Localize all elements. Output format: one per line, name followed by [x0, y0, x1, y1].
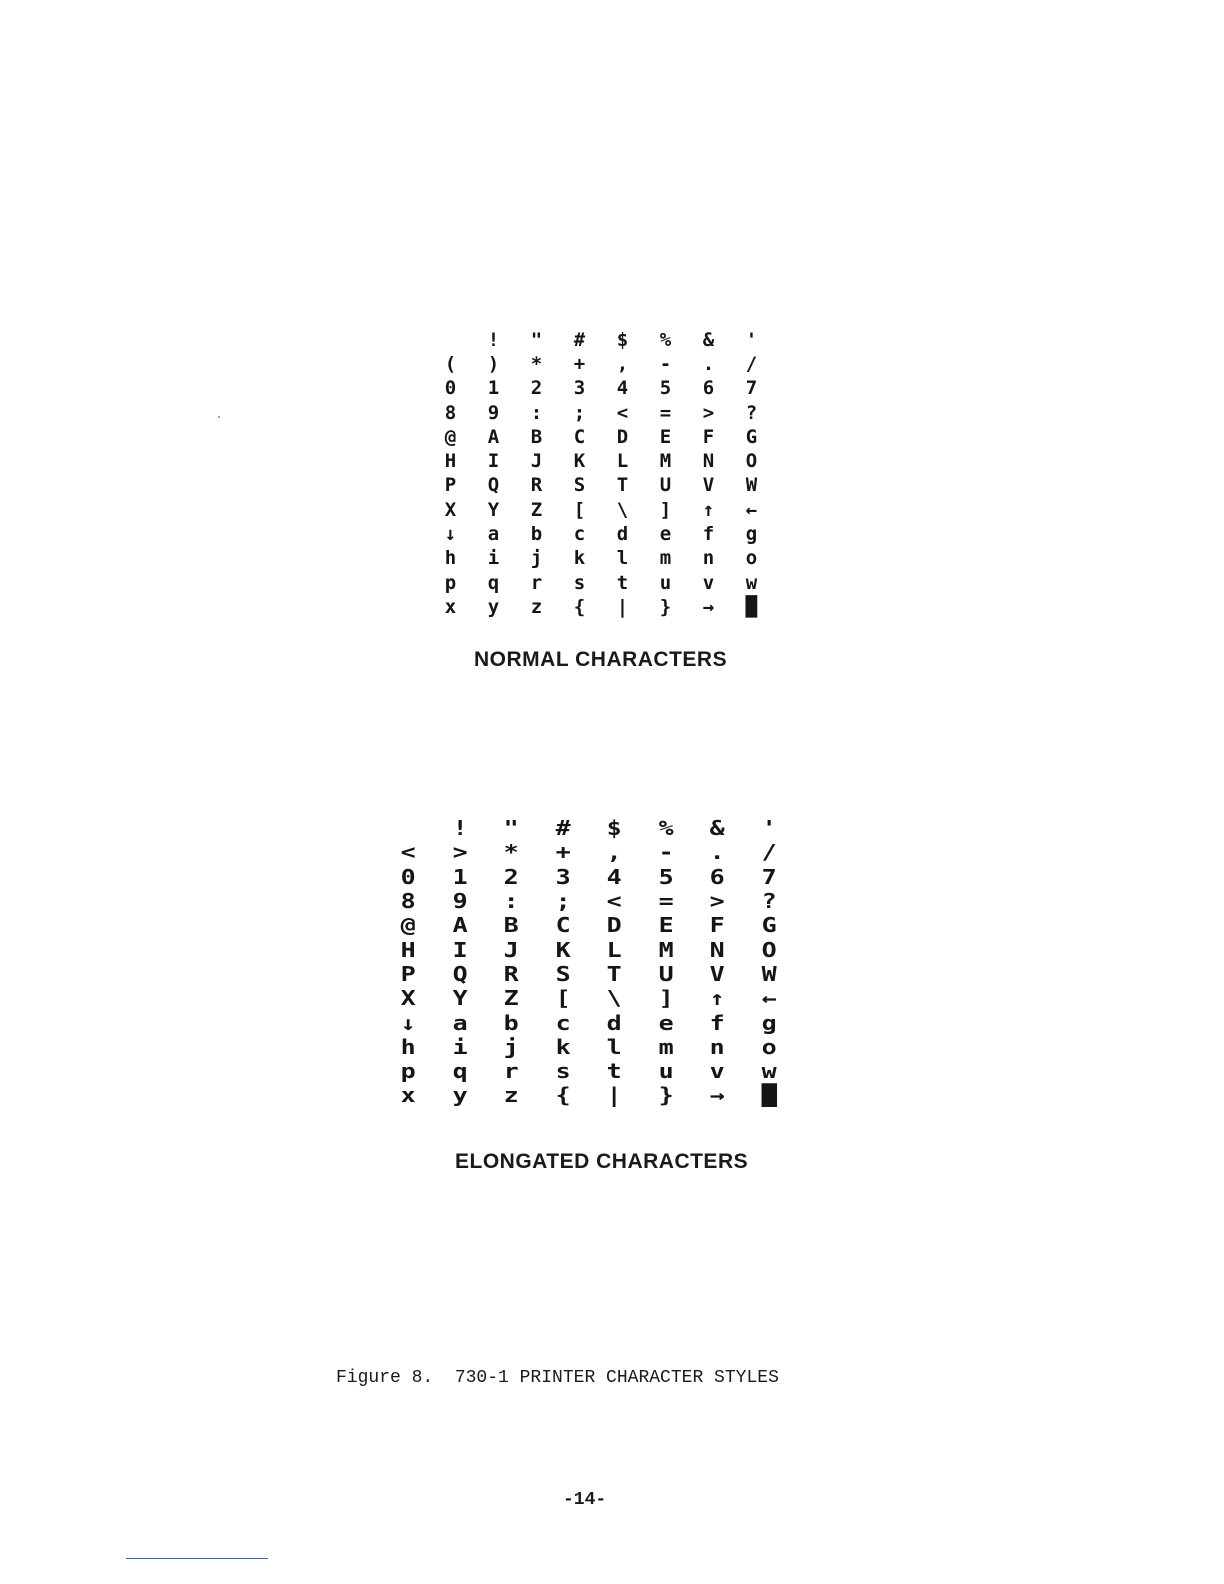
- normal-char-r6-c7: W: [745, 474, 758, 497]
- elongated-char-r11-c4: |: [606, 1083, 623, 1108]
- elongated-char-r0-c5: %: [658, 816, 675, 841]
- elongated-char-r1-c3: +: [555, 840, 572, 865]
- normal-char-r9-c0: h: [444, 547, 457, 570]
- elongated-char-r5-c7: O: [761, 937, 778, 962]
- normal-char-r5-c4: L: [616, 450, 629, 473]
- elongated-char-r11-c2: z: [503, 1083, 520, 1108]
- normal-characters-grid: [429, 328, 773, 620]
- elongated-char-r1-c4: ,: [606, 840, 623, 865]
- elongated-char-r8-c5: e: [658, 1010, 675, 1035]
- normal-char-r8-c3: c: [573, 523, 586, 546]
- elongated-char-r8-c2: b: [503, 1010, 520, 1035]
- normal-char-r10-c7: w: [745, 571, 758, 594]
- normal-char-r5-c2: J: [530, 450, 543, 473]
- elongated-char-r3-c3: ;: [555, 889, 572, 914]
- normal-char-r7-c0: X: [444, 498, 457, 521]
- normal-char-r3-c2: :: [530, 401, 543, 424]
- normal-char-r2-c7: 7: [745, 377, 758, 400]
- normal-char-r7-c4: \: [616, 498, 629, 521]
- elongated-char-r3-c0: 8: [400, 889, 417, 914]
- normal-char-r5-c7: O: [745, 450, 758, 473]
- elongated-char-r10-c3: s: [555, 1059, 572, 1084]
- elongated-char-r4-c0: @: [400, 913, 417, 938]
- normal-char-r6-c2: R: [530, 474, 543, 497]
- normal-char-r11-c2: z: [530, 595, 543, 618]
- elongated-char-r9-c6: n: [709, 1034, 726, 1059]
- elongated-char-r2-c0: 0: [400, 864, 417, 889]
- elongated-char-r7-c7: ←: [761, 986, 778, 1011]
- elongated-char-r1-c1: >: [452, 840, 469, 865]
- elongated-char-r2-c3: 3: [555, 864, 572, 889]
- normal-char-r11-c5: }: [659, 595, 672, 618]
- normal-char-r8-c4: d: [616, 523, 629, 546]
- elongated-char-r8-c7: g: [761, 1010, 778, 1035]
- elongated-char-r9-c4: l: [606, 1034, 623, 1059]
- elongated-char-r5-c2: J: [503, 937, 520, 962]
- normal-char-r5-c6: N: [702, 450, 715, 473]
- normal-char-r9-c5: m: [659, 547, 672, 570]
- elongated-char-r11-c1: y: [452, 1083, 469, 1108]
- elongated-char-r1-c0: <: [400, 840, 417, 865]
- page-number: -14-: [563, 1490, 607, 1510]
- elongated-char-r0-c7: ': [761, 816, 778, 841]
- normal-char-r10-c1: q: [487, 571, 500, 594]
- normal-char-r11-c1: y: [487, 595, 500, 618]
- normal-char-r9-c7: o: [745, 547, 758, 570]
- normal-char-r0-c1: !: [487, 328, 500, 351]
- normal-char-r8-c2: b: [530, 523, 543, 546]
- normal-char-r1-c3: +: [573, 352, 586, 375]
- normal-char-r2-c2: 2: [530, 377, 543, 400]
- normal-char-r8-c1: a: [487, 523, 500, 546]
- normal-char-r1-c6: .: [702, 352, 715, 375]
- elongated-char-r5-c4: L: [606, 937, 623, 962]
- normal-char-r3-c7: ?: [745, 401, 758, 424]
- elongated-char-r2-c6: 6: [709, 864, 726, 889]
- elongated-char-r10-c2: r: [503, 1059, 520, 1084]
- normal-char-r3-c6: >: [702, 401, 715, 424]
- elongated-char-r8-c3: c: [555, 1010, 572, 1035]
- elongated-char-r7-c3: [: [555, 986, 572, 1011]
- normal-char-r8-c5: e: [659, 523, 672, 546]
- elongated-char-r2-c2: 2: [503, 864, 520, 889]
- normal-char-r6-c3: S: [573, 474, 586, 497]
- elongated-char-r3-c5: =: [658, 889, 675, 914]
- elongated-char-r0-c4: $: [606, 816, 623, 841]
- elongated-char-r6-c2: R: [503, 961, 520, 986]
- elongated-char-r1-c5: -: [658, 840, 675, 865]
- normal-char-r0-c3: #: [573, 328, 586, 351]
- elongated-char-r8-c0: ↓: [400, 1010, 417, 1035]
- normal-char-r9-c1: i: [487, 547, 500, 570]
- normal-char-r4-c2: B: [530, 425, 543, 448]
- elongated-char-r10-c6: v: [709, 1059, 726, 1084]
- normal-char-r10-c3: s: [573, 571, 586, 594]
- elongated-characters-caption: ELONGATED CHARACTERS: [455, 1150, 749, 1173]
- elongated-char-r9-c7: o: [761, 1034, 778, 1059]
- elongated-char-r7-c0: X: [400, 986, 417, 1011]
- normal-char-r4-c3: C: [573, 425, 586, 448]
- normal-char-r8-c0: ↓: [444, 523, 457, 546]
- elongated-char-r6-c1: Q: [452, 961, 469, 986]
- elongated-characters-grid: [383, 816, 795, 1108]
- scan-speck: [218, 416, 220, 418]
- normal-char-r10-c0: p: [444, 571, 457, 594]
- elongated-char-r1-c7: /: [761, 840, 778, 865]
- elongated-char-r1-c6: .: [709, 840, 726, 865]
- elongated-char-r2-c1: 1: [452, 864, 469, 889]
- normal-char-r3-c0: 8: [444, 401, 457, 424]
- normal-char-r9-c4: l: [616, 547, 629, 570]
- elongated-char-r2-c5: 5: [658, 864, 675, 889]
- elongated-char-r7-c1: Y: [452, 986, 469, 1011]
- normal-char-r10-c2: r: [530, 571, 543, 594]
- elongated-char-r10-c5: u: [658, 1059, 675, 1084]
- elongated-char-r5-c3: K: [555, 937, 572, 962]
- elongated-char-r4-c6: F: [709, 913, 726, 938]
- normal-characters-caption: NORMAL CHARACTERS: [474, 648, 728, 671]
- elongated-char-r8-c1: a: [452, 1010, 469, 1035]
- normal-char-r11-c6: →: [702, 595, 715, 618]
- normal-char-r7-c1: Y: [487, 498, 500, 521]
- normal-char-r5-c3: K: [573, 450, 586, 473]
- normal-char-r4-c0: @: [444, 425, 457, 448]
- elongated-char-r0-c2: ": [503, 816, 520, 841]
- elongated-char-r5-c6: N: [709, 937, 726, 962]
- elongated-char-r7-c6: ↑: [709, 986, 726, 1011]
- normal-char-r5-c5: M: [659, 450, 672, 473]
- elongated-char-r9-c0: h: [400, 1034, 417, 1059]
- normal-char-r6-c6: V: [702, 474, 715, 497]
- elongated-char-r9-c1: i: [452, 1034, 469, 1059]
- elongated-char-r11-c0: x: [400, 1083, 417, 1108]
- elongated-char-r4-c1: A: [452, 913, 469, 938]
- normal-char-r4-c6: F: [702, 425, 715, 448]
- elongated-char-r9-c5: m: [658, 1034, 675, 1059]
- elongated-char-r6-c3: S: [555, 961, 572, 986]
- elongated-char-r11-c3: {: [555, 1083, 572, 1108]
- elongated-char-r10-c0: p: [400, 1059, 417, 1084]
- normal-char-r10-c4: t: [616, 571, 629, 594]
- normal-char-r3-c1: 9: [487, 401, 500, 424]
- normal-char-r10-c5: u: [659, 571, 672, 594]
- normal-char-r4-c4: D: [616, 425, 629, 448]
- normal-char-r1-c0: (: [444, 352, 457, 375]
- normal-char-r8-c6: f: [702, 523, 715, 546]
- figure-caption: Figure 8. 730-1 PRINTER CHARACTER STYLES: [336, 1368, 779, 1388]
- elongated-char-r8-c4: d: [606, 1010, 623, 1035]
- normal-char-r7-c6: ↑: [702, 498, 715, 521]
- elongated-char-r1-c2: *: [503, 840, 520, 865]
- normal-char-r3-c5: =: [659, 401, 672, 424]
- normal-char-r0-c2: ": [530, 328, 543, 351]
- normal-char-r6-c1: Q: [487, 474, 500, 497]
- elongated-char-r10-c4: t: [606, 1059, 623, 1084]
- elongated-char-r10-c1: q: [452, 1059, 469, 1084]
- normal-char-r6-c0: P: [444, 474, 457, 497]
- elongated-char-r5-c1: I: [452, 937, 469, 962]
- elongated-char-r11-c7: █: [761, 1083, 778, 1108]
- normal-char-r11-c0: x: [444, 595, 457, 618]
- elongated-char-r5-c0: H: [400, 937, 417, 962]
- elongated-char-r4-c7: G: [761, 913, 778, 938]
- normal-char-r6-c5: U: [659, 474, 672, 497]
- normal-char-r1-c4: ,: [616, 352, 629, 375]
- elongated-char-r6-c4: T: [606, 961, 623, 986]
- normal-char-r9-c3: k: [573, 547, 586, 570]
- elongated-char-r0-c3: #: [555, 816, 572, 841]
- normal-char-r4-c7: G: [745, 425, 758, 448]
- elongated-char-r4-c2: B: [503, 913, 520, 938]
- normal-char-r2-c0: 0: [444, 377, 457, 400]
- normal-char-r8-c7: g: [745, 523, 758, 546]
- normal-char-r5-c1: I: [487, 450, 500, 473]
- footnote-rule: [126, 1558, 268, 1559]
- elongated-char-r6-c5: U: [658, 961, 675, 986]
- normal-char-r2-c1: 1: [487, 377, 500, 400]
- elongated-char-r7-c2: Z: [503, 986, 520, 1011]
- elongated-char-r3-c1: 9: [452, 889, 469, 914]
- normal-char-r2-c5: 5: [659, 377, 672, 400]
- normal-char-r3-c4: <: [616, 401, 629, 424]
- elongated-char-r4-c3: C: [555, 913, 572, 938]
- normal-char-r11-c3: {: [573, 595, 586, 618]
- elongated-char-r7-c5: ]: [658, 986, 675, 1011]
- normal-char-r11-c4: |: [616, 595, 629, 618]
- elongated-char-r2-c4: 4: [606, 864, 623, 889]
- normal-char-r2-c4: 4: [616, 377, 629, 400]
- elongated-char-r2-c7: 7: [761, 864, 778, 889]
- normal-char-r0-c6: &: [702, 328, 715, 351]
- normal-char-r4-c5: E: [659, 425, 672, 448]
- normal-char-r0-c0: [429, 328, 472, 352]
- elongated-char-r8-c6: f: [709, 1010, 726, 1035]
- normal-char-r9-c2: j: [530, 547, 543, 570]
- elongated-char-r4-c4: D: [606, 913, 623, 938]
- normal-char-r1-c1: ): [487, 352, 500, 375]
- elongated-char-r3-c6: >: [709, 889, 726, 914]
- normal-char-r0-c5: %: [659, 328, 672, 351]
- normal-char-r6-c4: T: [616, 474, 629, 497]
- elongated-char-r0-c1: !: [452, 816, 469, 841]
- elongated-char-r9-c2: j: [503, 1034, 520, 1059]
- normal-char-r10-c6: v: [702, 571, 715, 594]
- normal-char-r7-c3: [: [573, 498, 586, 521]
- elongated-char-r3-c4: <: [606, 889, 623, 914]
- elongated-char-r6-c6: V: [709, 961, 726, 986]
- normal-char-r1-c5: -: [659, 352, 672, 375]
- elongated-char-r11-c5: }: [658, 1083, 675, 1108]
- elongated-char-r5-c5: M: [658, 937, 675, 962]
- elongated-char-r9-c3: k: [555, 1034, 572, 1059]
- elongated-char-r3-c2: :: [503, 889, 520, 914]
- normal-char-r0-c7: ': [745, 328, 758, 351]
- elongated-char-r4-c5: E: [658, 913, 675, 938]
- elongated-char-r7-c4: \: [606, 986, 623, 1011]
- elongated-char-r6-c7: W: [761, 961, 778, 986]
- normal-char-r0-c4: $: [616, 328, 629, 351]
- normal-char-r7-c7: ←: [745, 498, 758, 521]
- normal-char-r3-c3: ;: [573, 401, 586, 424]
- normal-char-r9-c6: n: [702, 547, 715, 570]
- normal-char-r7-c5: ]: [659, 498, 672, 521]
- normal-char-r2-c3: 3: [573, 377, 586, 400]
- normal-char-r1-c7: /: [745, 352, 758, 375]
- normal-char-r1-c2: *: [530, 352, 543, 375]
- elongated-char-r0-c6: &: [709, 816, 726, 841]
- elongated-char-r11-c6: →: [709, 1083, 726, 1108]
- normal-char-r2-c6: 6: [702, 377, 715, 400]
- elongated-char-r3-c7: ?: [761, 889, 778, 914]
- normal-char-r4-c1: A: [487, 425, 500, 448]
- normal-char-r7-c2: Z: [530, 498, 543, 521]
- normal-char-r5-c0: H: [444, 450, 457, 473]
- elongated-char-r10-c7: w: [761, 1059, 778, 1084]
- normal-char-r11-c7: █: [745, 595, 758, 618]
- elongated-char-r6-c0: P: [400, 961, 417, 986]
